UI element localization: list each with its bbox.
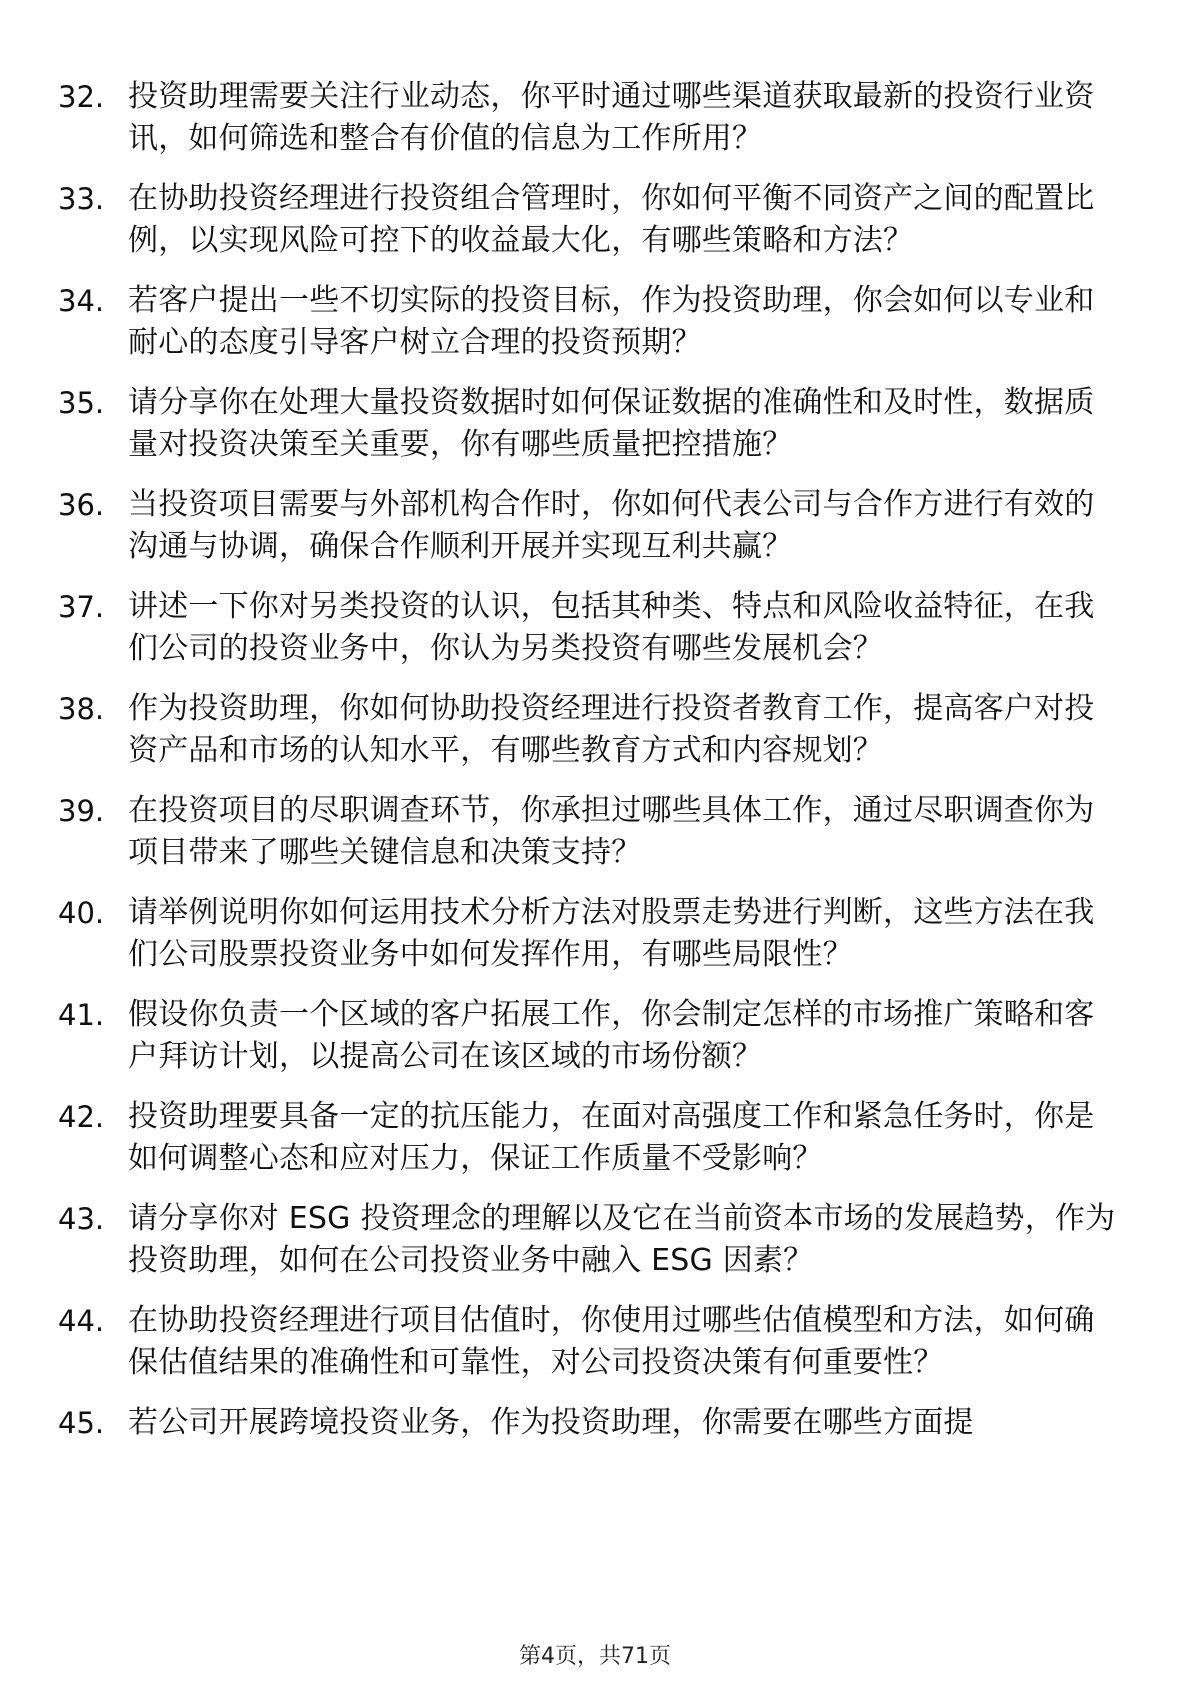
question-text: 请分享你对 ESG 投资理念的理解以及它在当前资本市场的发展趋势，作为投资助理，如何在公司投资业务中融入 ESG 因素？ <box>128 1201 1116 1278</box>
question-text: 在协助投资经理进行投资组合管理时，你如何平衡不同资产之间的配置比例，以实现风险可控下的收益最大化，有哪些策略和方法？ <box>128 181 1095 258</box>
question-text: 当投资项目需要与外部机构合作时，你如何代表公司与合作方进行有效的沟通与协调，确保合作顺利开展并实现互利共赢？ <box>128 487 1095 564</box>
question-number: 35. <box>58 386 105 420</box>
question-item <box>58 178 1118 262</box>
question-number: 40. <box>58 896 105 930</box>
question-item <box>58 76 1118 160</box>
question-number: 43. <box>58 1202 105 1236</box>
question-number: 34. <box>58 284 105 318</box>
question-text: 请分享你在处理大量投资数据时如何保证数据的准确性和及时性，数据质量对投资决策至关重要，你有哪些质量把控措施？ <box>128 385 1095 462</box>
page-footer: 第4页，共71页 <box>519 1644 671 1669</box>
question-item <box>58 1300 1118 1384</box>
question-number: 45. <box>58 1406 105 1440</box>
question-number: 39. <box>58 794 105 828</box>
question-text: 若客户提出一些不切实际的投资目标，作为投资助理，你会如何以专业和耐心的态度引导客户树立合理的投资预期？ <box>128 283 1095 360</box>
question-item <box>58 790 1118 874</box>
question-item <box>58 586 1118 670</box>
question-text: 在协助投资经理进行项目估值时，你使用过哪些估值模型和方法，如何确保估值结果的准确性和可靠性，对公司投资决策有何重要性？ <box>128 1303 1095 1380</box>
question-item <box>58 892 1118 976</box>
question-item <box>58 382 1118 466</box>
question-item <box>58 1402 1118 1444</box>
question-list <box>58 76 1118 1462</box>
question-item <box>58 994 1118 1078</box>
question-text: 假设你负责一个区域的客户拓展工作，你会制定怎样的市场推广策略和客户拜访计划，以提高公司在该区域的市场份额？ <box>128 997 1095 1074</box>
question-text: 投资助理需要关注行业动态，你平时通过哪些渠道获取最新的投资行业资讯，如何筛选和整合有价值的信息为工作所用？ <box>128 79 1095 156</box>
question-number: 32. <box>58 80 105 114</box>
question-number: 37. <box>58 590 105 624</box>
question-number: 44. <box>58 1304 105 1338</box>
question-number: 36. <box>58 488 105 522</box>
question-item <box>58 1096 1118 1180</box>
question-text: 若公司开展跨境投资业务，作为投资助理，你需要在哪些方面提 <box>128 1405 974 1440</box>
question-text: 投资助理要具备一定的抗压能力，在面对高强度工作和紧急任务时，你是如何调整心态和应对压力，保证工作质量不受影响？ <box>128 1099 1095 1176</box>
question-item <box>58 688 1118 772</box>
question-number: 38. <box>58 692 105 726</box>
question-item <box>58 280 1118 364</box>
question-text: 讲述一下你对另类投资的认识，包括其种类、特点和风险收益特征，在我们公司的投资业务中，你认为另类投资有哪些发展机会？ <box>128 589 1095 666</box>
question-item <box>58 484 1118 568</box>
question-number: 33. <box>58 182 105 216</box>
question-number: 41. <box>58 998 105 1032</box>
question-number: 42. <box>58 1100 105 1134</box>
question-item <box>58 1198 1118 1282</box>
question-text: 在投资项目的尽职调查环节，你承担过哪些具体工作，通过尽职调查你为项目带来了哪些关键信息和决策支持？ <box>128 793 1095 870</box>
question-text: 请举例说明你如何运用技术分析方法对股票走势进行判断，这些方法在我们公司股票投资业务中如何发挥作用，有哪些局限性？ <box>128 895 1095 972</box>
question-text: 作为投资助理，你如何协助投资经理进行投资者教育工作，提高客户对投资产品和市场的认知水平，有哪些教育方式和内容规划？ <box>128 691 1095 768</box>
